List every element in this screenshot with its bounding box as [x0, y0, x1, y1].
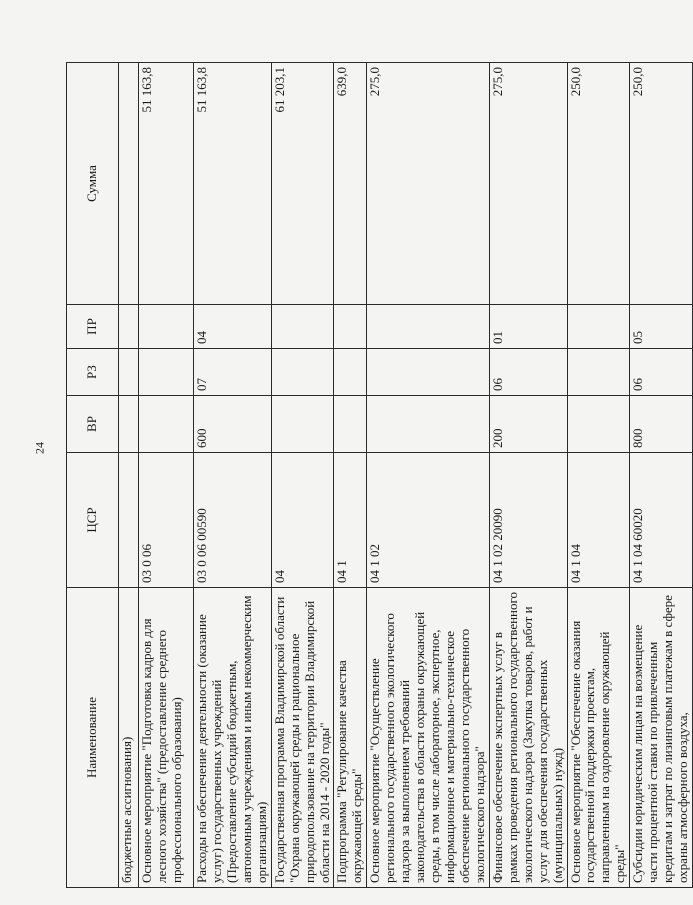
cell-name: Основное мероприятие "Подготовка кадров для лесного хозяйства" (предоставление среднего профессионального образования) [139, 588, 194, 888]
cell-name: Расходы на обеспечение деятельности (оказание услуг) государственных учреждений (Предоставление субсидий бюджетным, автономным учреждениям и иным некоммерческим организациям) [194, 588, 272, 888]
header-rz: РЗ [67, 349, 119, 396]
cell-name: Основное мероприятие "Обеспечение оказания государственной поддержки проектам, направленным на оздоровление окружающей среды" [567, 588, 630, 888]
table-row [334, 63, 367, 888]
cell-sum: 51 163,8 [194, 63, 272, 305]
cell-csr: 04 1 04 [567, 453, 630, 588]
budget-table [66, 62, 693, 888]
cell-sum: 275,0 [489, 63, 567, 305]
cell-name: Основное мероприятие "Осуществление регионального государственного экологического надзора за выполнением требований законодательства в области охраны окружающей среды, в том числе лабораторное, экспертное, информационное и материально-техническое обеспечение регионального государственного экологического надзора" [367, 588, 490, 888]
cell-csr: 04 1 [334, 453, 367, 588]
cell-csr: 04 1 02 [367, 453, 490, 588]
table-row [367, 63, 490, 888]
cell-vr: 200 [489, 396, 567, 453]
table-row [139, 63, 194, 888]
cell-pr [334, 305, 367, 349]
cell-name: бюджетные ассигнования) [119, 588, 139, 888]
cell-vr [367, 396, 490, 453]
table-row [119, 63, 139, 888]
cell-pr [139, 305, 194, 349]
cell-pr: 01 [489, 305, 567, 349]
cell-vr [119, 396, 139, 453]
cell-csr [119, 453, 139, 588]
table-header-row [67, 63, 119, 888]
header-pr: ПР [67, 305, 119, 349]
cell-vr [334, 396, 367, 453]
rotated-page-content [66, 63, 691, 888]
cell-vr [139, 396, 194, 453]
cell-csr: 03 0 06 [139, 453, 194, 588]
cell-csr: 04 1 04 60020 [630, 453, 693, 588]
cell-rz: 06 [630, 349, 693, 396]
table-row [567, 63, 630, 888]
cell-sum [119, 63, 139, 305]
cell-pr [119, 305, 139, 349]
cell-sum: 250,0 [567, 63, 630, 305]
table-row [271, 63, 334, 888]
cell-pr: 04 [194, 305, 272, 349]
cell-vr [567, 396, 630, 453]
cell-sum: 61 203,1 [271, 63, 334, 305]
cell-name: Субсидии юридическим лицам на возмещение части процентной ставки по привлеченным кредитам и затрат по лизинговым платежам в сфере охраны атмосферного воздуха, [630, 588, 693, 888]
cell-name: Финансовое обеспечение экспертных услуг в рамках проведения регионального государственного экологического надзора (Закупка товаров, работ и услуг для обеспечения государственных (муниципальных) нужд) [489, 588, 567, 888]
table-row [630, 63, 693, 888]
cell-pr [367, 305, 490, 349]
cell-rz: 06 [489, 349, 567, 396]
header-vr: ВР [67, 396, 119, 453]
page-number: 24 [32, 442, 47, 454]
cell-csr: 03 0 06 00590 [194, 453, 272, 588]
header-name: Наименование [67, 588, 119, 888]
cell-name: Подпрограмма "Регулирование качества окружающей среды" [334, 588, 367, 888]
cell-vr: 800 [630, 396, 693, 453]
cell-name: Государственная программа Владимирской области "Охрана окружающей среды и рациональное природопользование на территории Владимирской области на 2014 - 2020 годы" [271, 588, 334, 888]
cell-sum: 51 163,8 [139, 63, 194, 305]
table-row [489, 63, 567, 888]
cell-pr [271, 305, 334, 349]
header-csr: ЦСР [67, 453, 119, 588]
cell-csr: 04 1 02 20090 [489, 453, 567, 588]
cell-rz [567, 349, 630, 396]
cell-rz [367, 349, 490, 396]
cell-rz [334, 349, 367, 396]
table-row [194, 63, 272, 888]
cell-csr: 04 [271, 453, 334, 588]
cell-vr: 600 [194, 396, 272, 453]
cell-rz [139, 349, 194, 396]
cell-pr: 05 [630, 305, 693, 349]
cell-rz [271, 349, 334, 396]
cell-sum: 275,0 [367, 63, 490, 305]
cell-rz [119, 349, 139, 396]
cell-rz: 07 [194, 349, 272, 396]
cell-vr [271, 396, 334, 453]
cell-pr [567, 305, 630, 349]
header-sum: Сумма [67, 63, 119, 305]
cell-sum: 639,0 [334, 63, 367, 305]
cell-sum: 250,0 [630, 63, 693, 305]
